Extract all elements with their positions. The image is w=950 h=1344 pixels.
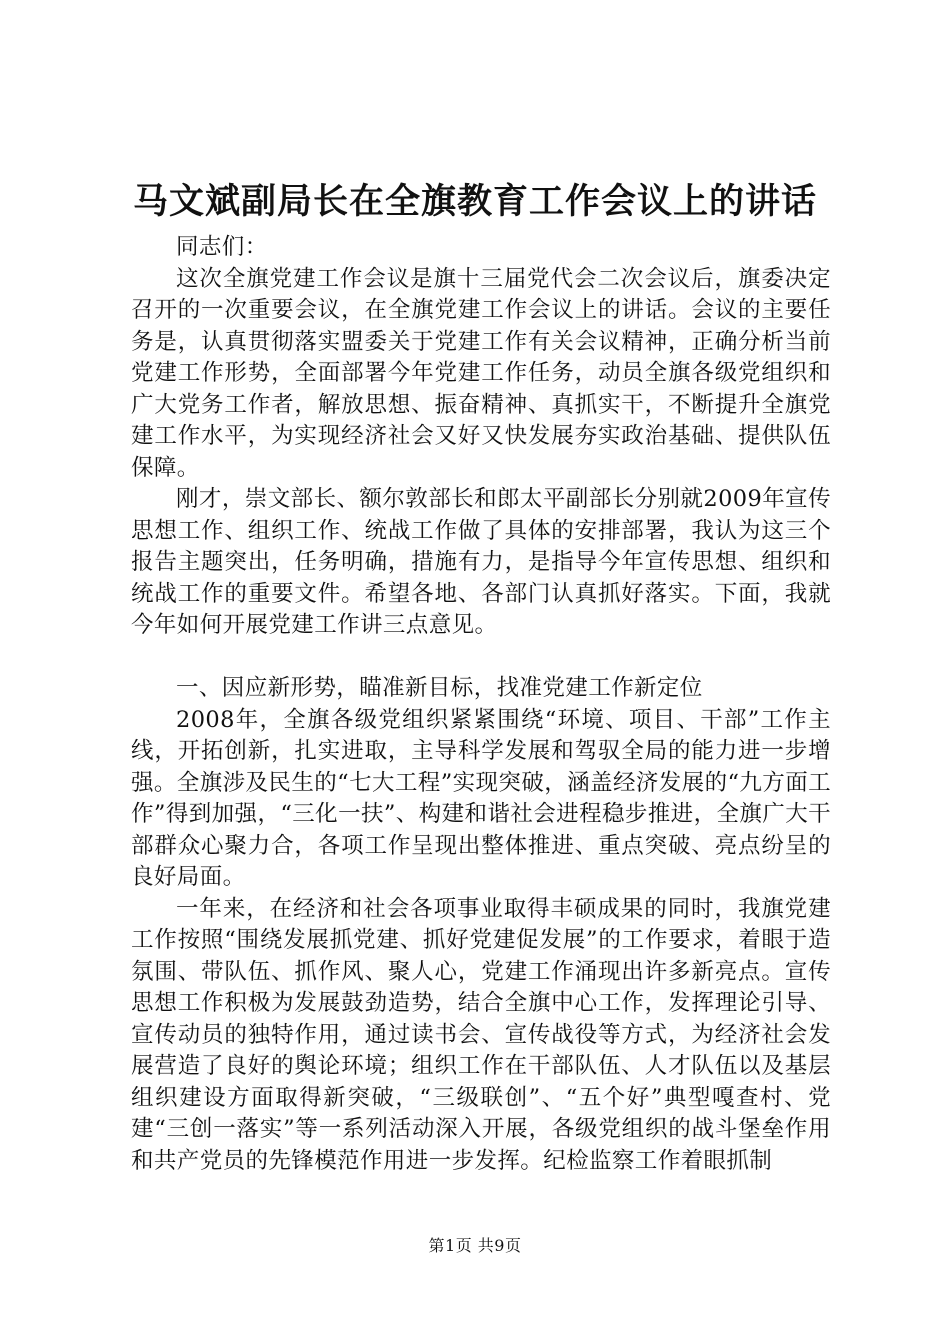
paragraph-spacer	[131, 642, 831, 674]
paragraph-reports: 刚才，崇文部长、额尔敦部长和郎太平副部长分别就2009年宣传思想工作、组织工作、统战工作做了具体的安排部署，我认为这三个报告主题突出，任务明确，措施有力，是指导今年宣传思想、组织和统战工作的重要文件。希望各地、各部门认真抓好落实。下面，我就今年如何开展党建工作讲三点意见。	[131, 486, 831, 638]
salutation: 同志们：	[176, 234, 268, 260]
page-footer: 第1页 共9页	[428, 1236, 522, 1255]
paragraph-achievements: 一年来，在经济和社会各项事业取得丰硕成果的同时，我旗党建工作按照“围绕发展抓党建、抓好党建促发展”的工作要求，着眼于造氛围、带队伍、抓作风、聚人心，党建工作涌现出许多新亮点。宣传思想工作积极为发展鼓劲造势，结合全旗中心工作，发挥理论引导、宣传动员的独特作用，通过读书会、宣传战役等方式，为经济社会发展营造了良好的舆论环境；组织工作在干部队伍、人才队伍以及基层组织建设方面取得新突破，“三级联创”、“五个好”典型嘎查村、党建“三创一落实”等一系列活动深入开展，各级党组织的战斗堡垒作用和共产党员的先锋模范作用进一步发挥。纪检监察工作着眼抓制	[131, 895, 831, 1174]
page-title: 马文斌副局长在全旗教育工作会议上的讲话	[132, 182, 817, 222]
paragraph-intro: 这次全旗党建工作会议是旗十三届党代会二次会议后，旗委决定召开的一次重要会议，在全旗党建工作会议上的讲话。会议的主要任务是，认真贯彻落实盟委关于党建工作有关会议精神，正确分析当前党建工作形势，全面部署今年党建工作任务，动员全旗各级党组织和广大党务工作者，解放思想、振奋精神、真抓实干，不断提升全旗党建工作水平，为实现经济社会又好又快发展夯实政治基础、提供队伍保障。	[131, 265, 831, 481]
paragraph-2008: 2008年，全旗各级党组织紧紧围绕“环境、项目、干部”工作主线，开拓创新，扎实进取，主导科学发展和驾驭全局的能力进一步增强。全旗涉及民生的“七大工程”实现突破，涵盖经济发展的“九方面工作”得到加强，“三化一扶”、构建和谐社会进程稳步推进，全旗广大干部群众心聚力合，各项工作呈现出整体推进、重点突破、亮点纷呈的良好局面。	[131, 706, 831, 890]
section-heading-1: 一、因应新形势，瞄准新目标，找准党建工作新定位	[176, 675, 703, 701]
document-body	[131, 232, 831, 1177]
